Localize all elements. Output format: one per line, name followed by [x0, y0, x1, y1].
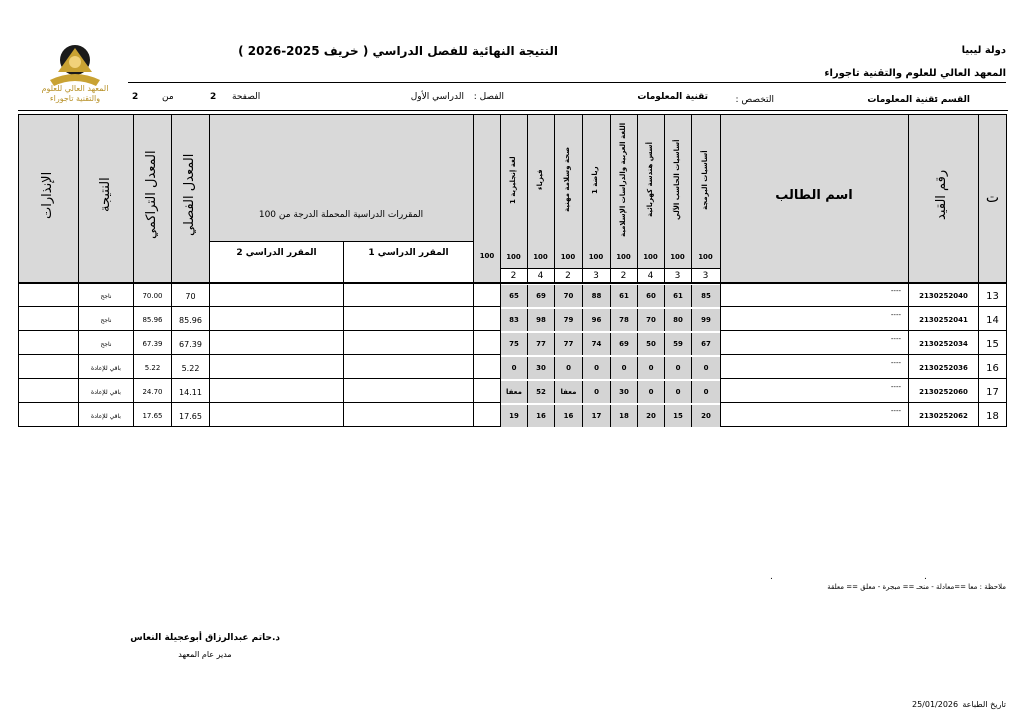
department-label: القسم :: [934, 95, 970, 105]
student-name: ----: [890, 359, 901, 367]
subject-units: 3: [674, 270, 681, 281]
grade-cell: 77: [554, 333, 583, 355]
subject-max-score: 100: [616, 253, 631, 261]
grade-cell: 0: [664, 381, 692, 403]
result-status: باقي للإعادة: [91, 364, 121, 372]
student-id: 2130252034: [919, 340, 968, 348]
grade-cell: 79: [554, 309, 583, 331]
grade-cell: 59: [664, 333, 692, 355]
signer-title: مدير عام المعهد: [178, 650, 232, 659]
subject-units: 2: [510, 270, 517, 281]
col-name-header: اسم الطالب: [775, 188, 853, 203]
grade-cell: 69: [610, 333, 638, 355]
grade-cell: 0: [582, 381, 611, 403]
page-title: النتيجة النهائية للفصل الدراسي ( خريف 2025-2026 ): [238, 44, 558, 58]
grade-cell: 83: [500, 309, 528, 331]
grade-cell: 0: [691, 357, 721, 379]
row-index: 18: [986, 410, 999, 422]
student-id: 2130252060: [919, 388, 968, 396]
row-index: 15: [986, 338, 999, 350]
warnings-cell: [19, 333, 78, 355]
footer-dot-left: .: [770, 572, 773, 582]
grade-cell: 15: [664, 405, 692, 427]
grade-cell: 30: [527, 357, 555, 379]
col-id-header: رقم القيد: [934, 169, 949, 221]
warnings-cell: [19, 309, 78, 331]
cumulative-gpa: 70.00: [142, 292, 163, 300]
grade-cell: 98: [527, 309, 555, 331]
col-index-header: ت: [985, 190, 1000, 206]
warnings-cell: [19, 285, 78, 307]
grade-cell: 74: [582, 333, 611, 355]
grade-cell: 65: [500, 285, 528, 307]
grade-cell: 70: [637, 309, 665, 331]
cumulative-gpa: 24.70: [142, 388, 163, 396]
grade-cell: 99: [691, 309, 721, 331]
carried-course-1-header: المقرر الدراسي 1: [368, 248, 449, 258]
footer-dot-right: .: [924, 572, 927, 582]
subject-header: فيزياء: [535, 169, 544, 191]
grade-cell: 0: [500, 357, 528, 379]
col-result-header: النتيجة: [98, 177, 113, 213]
grade-cell: 0: [691, 381, 721, 403]
grade-cell: 88: [582, 285, 611, 307]
cumulative-gpa: 67.39: [142, 340, 163, 348]
grade-cell: 0: [637, 357, 665, 379]
grade-cell: 78: [610, 309, 638, 331]
grade-cell: 0: [582, 357, 611, 379]
grade-cell: 20: [691, 405, 721, 427]
subject-header: أساسيات الحاسب الآلي: [672, 139, 681, 221]
grade-cell: معفا: [554, 381, 583, 403]
subject-units: 4: [537, 270, 544, 281]
grade-cell: 70: [554, 285, 583, 307]
grade-cell: 0: [554, 357, 583, 379]
semester-value: الدراسي الأول: [410, 92, 464, 102]
grade-cell: 0: [664, 357, 692, 379]
country-name: دولة ليبيا: [961, 45, 1006, 56]
subject-units: 2: [565, 270, 571, 281]
result-status: باقي للإعادة: [91, 388, 121, 396]
student-id: 2130252040: [919, 292, 968, 300]
logo-caption: المعهد العالي للعلوم والتقنية تاجوراء: [41, 84, 109, 103]
student-id: 2130252036: [919, 364, 968, 372]
carried-courses-title: المقررات الدراسية المحملة الدرجة من 100: [258, 210, 424, 220]
cumulative-gpa: 5.22: [144, 364, 161, 372]
warnings-cell: [19, 357, 78, 379]
subject-header: رياضة 1: [591, 166, 599, 194]
carried-max-label: 100: [479, 252, 495, 260]
result-status: ناجح: [100, 316, 112, 324]
semester-gpa: 17.65: [179, 411, 202, 421]
grade-cell: 67: [691, 333, 721, 355]
grade-cell: 61: [664, 285, 692, 307]
grade-cell: معفا: [500, 381, 528, 403]
grade-cell: 0: [610, 357, 638, 379]
subject-header: صحة وسلامة مهنية: [563, 147, 571, 213]
institute-name: المعهد العالي للعلوم والتقنية تاجوراء: [824, 68, 1006, 79]
grade-cell: 61: [610, 285, 638, 307]
grade-cell: 30: [610, 381, 638, 403]
grade-cell: 50: [637, 333, 665, 355]
grade-cell: 19: [500, 405, 528, 427]
signer-name: د.حاتم عبدالرزاق أبوعجيلة النعاس: [130, 633, 280, 643]
page-label: الصفحة: [232, 92, 261, 102]
grade-cell: 20: [637, 405, 665, 427]
subject-header: لغة إنجليزية 1: [508, 156, 517, 204]
student-name: ----: [890, 335, 901, 343]
subject-max-score: 100: [670, 253, 685, 261]
grade-cell: 96: [582, 309, 611, 331]
subject-header: أساسيات البرمجة: [700, 150, 709, 210]
grade-cell: 16: [527, 405, 555, 427]
student-id: 2130252041: [919, 316, 968, 324]
subject-max-score: 100: [560, 253, 576, 261]
row-index: 16: [986, 362, 999, 374]
subject-units: 3: [593, 270, 599, 281]
grade-cell: 18: [610, 405, 638, 427]
student-name: ----: [890, 383, 901, 391]
semester-label: الفصل :: [473, 92, 504, 102]
grade-cell: 0: [637, 381, 665, 403]
warnings-cell: [19, 405, 78, 427]
grade-cell: 85: [691, 285, 721, 307]
cumulative-gpa: 17.65: [142, 412, 163, 420]
student-name: ----: [890, 287, 901, 295]
grade-cell: 16: [554, 405, 583, 427]
cumulative-gpa: 85.96: [142, 316, 163, 324]
subject-max-score: 100: [698, 253, 713, 261]
result-status: ناجح: [100, 340, 112, 348]
subject-max-score: 100: [643, 253, 658, 261]
print-date: 25/01/2026: [912, 700, 959, 709]
print-date-label: تاريخ الطباعة: [962, 700, 1006, 709]
of-label: من: [162, 92, 174, 102]
total-pages: 2: [132, 92, 139, 102]
specialty-label: التخصص :: [735, 95, 774, 105]
subject-header: أسس هندسة كهربائية: [645, 142, 654, 218]
col-warnings-header: الإنذارات: [40, 171, 55, 219]
subject-units: 2: [620, 270, 627, 281]
grade-cell: 17: [582, 405, 611, 427]
subject-max-score: 100: [506, 253, 521, 261]
semester-gpa: 14.11: [179, 387, 202, 397]
grade-cell: 77: [527, 333, 555, 355]
carried-course-2-header: المقرر الدراسي 2: [236, 248, 317, 258]
col-semester-header: المعدل الفصلي: [182, 153, 197, 237]
warnings-cell: [19, 381, 78, 403]
grade-cell: 60: [637, 285, 665, 307]
subject-units: 4: [647, 270, 654, 281]
grade-cell: 80: [664, 309, 692, 331]
semester-gpa: 67.39: [179, 339, 202, 349]
col-cumulative-header: المعدل التراكمي: [144, 150, 159, 240]
row-index: 13: [986, 290, 999, 302]
grade-cell: 69: [527, 285, 555, 307]
specialty-value: تقنية المعلومات: [637, 92, 708, 102]
semester-gpa: 85.96: [179, 315, 202, 325]
grade-cell: 52: [527, 381, 555, 403]
result-status: ناجح: [100, 292, 112, 300]
subject-units: 3: [702, 270, 709, 281]
subject-header: اللغة العربية والدراسات الإسلامية: [618, 122, 627, 238]
student-id: 2130252062: [919, 412, 968, 420]
subject-max-score: 100: [533, 253, 548, 261]
student-name: ----: [890, 311, 901, 319]
page-number: 2: [210, 92, 217, 102]
row-index: 14: [986, 314, 999, 326]
student-name: ----: [890, 407, 901, 415]
semester-gpa: 5.22: [181, 363, 200, 373]
row-index: 17: [986, 386, 999, 398]
subject-max-score: 100: [588, 253, 604, 261]
grade-cell: 75: [500, 333, 528, 355]
department-value: تقنية المعلومات: [867, 95, 938, 105]
semester-gpa: 70: [185, 291, 196, 301]
result-status: باقي للإعادة: [91, 412, 121, 420]
footer-note: ملاحظة : معا ==معادلة - منحـ == مبجرة - معلق == معلقة: [827, 583, 1006, 591]
